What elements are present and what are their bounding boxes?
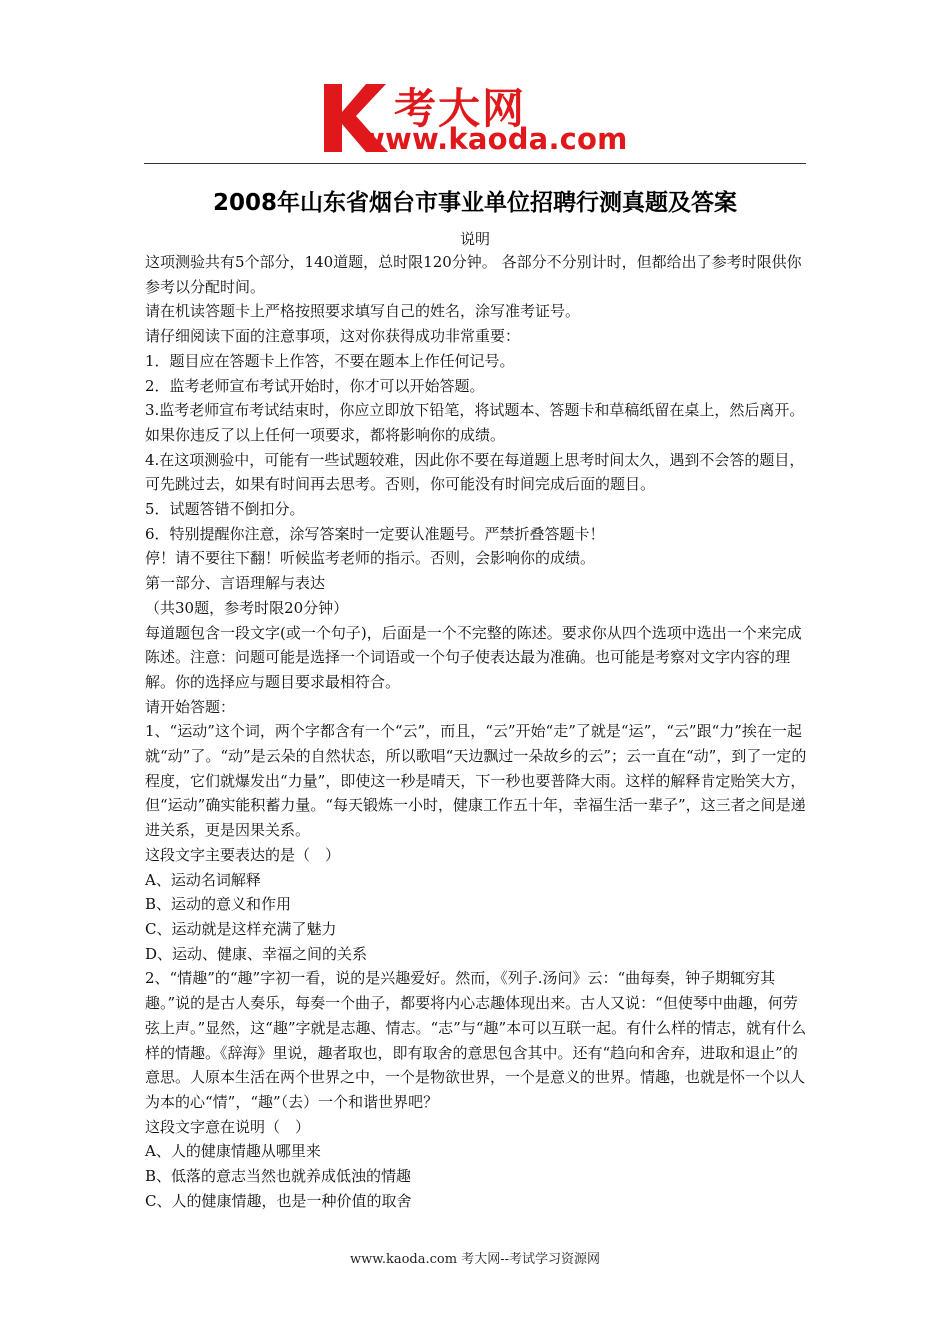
- question-text: 2、“情趣”的“趣”字初一看，说的是兴趣爱好。然而，《列子.汤问》云：“曲每奏，钟子期辄穷其趣。”说的是古人奏乐，每奏一个曲子，都要将内心志趣体现出来。古人又说：“但使琴中曲趣，何劳弦上声。”显然，这“趣”字就是志趣、情志。“志”与“趣”本可以互联一起。有什么样的情志，就有什么样的情趣。《辞海》里说，趣者取也，即有取舍的意思包含其中。还有“趋向和舍弃，进取和退止”的意思。人原本生活在两个世界之中，一个是物欲世界，一个是意义的世界。情趣，也就是怀一个以人为本的心“情”，“趣”（去）一个和谐世界吧？: [145, 969, 807, 1111]
- paragraph: 3.监考老师宣布考试结束时，你应立即放下铅笔，将试题本、答题卡和草稿纸留在桌上，然后离开。如果你违反了以上任何一项要求，都将影响你的成绩。: [145, 401, 805, 444]
- answer-option: A、运动名词解释: [145, 870, 261, 889]
- answer-option: C、运动就是这样充满了魅力: [145, 919, 337, 938]
- question-text: 1、“运动”这个词，两个字都含有一个“云”，而且，“云”开始“走”了就是“运”，“云”跟“力”挨在一起就“动”了。“动”是云朵的自然状态，所以歌唱“天边飘过一朵故乡的云”；云一直在“动”，到了一定的程度，它们就爆发出“力量”，即使这一秒是晴天，下一秒也要普降大雨。这样的解释肯定贻笑大方，但“运动”确实能积蓄力量。“每天锻炼一小时，健康工作五十年，幸福生活一辈子”，这三者之间是递进关系，更是因果关系。: [145, 722, 807, 840]
- document-body: [145, 250, 810, 1213]
- document-subtitle: 说明: [459, 230, 490, 248]
- paragraph: 停！请不要往下翻！听候监考老师的指示。否则，会影响你的成绩。: [145, 549, 596, 568]
- section-heading: 第一部分、言语理解与表达: [145, 574, 326, 593]
- paragraph: 2．监考老师宣布考试开始时，你才可以开始答题。: [145, 376, 485, 395]
- paragraph: （共30题，参考时限20分钟）: [145, 598, 349, 617]
- answer-option: B、运动的意义和作用: [145, 895, 292, 914]
- logo-name-cn: 考大网: [394, 84, 527, 133]
- question-prompt: 这段文字主要表达的是（ ）: [145, 845, 341, 864]
- answer-option: B、低落的意志当然也就养成低浊的情趣: [145, 1167, 412, 1186]
- logo-url: www.kaoda.com: [358, 122, 628, 156]
- paragraph: 请在机读答题卡上严格按照要求填写自己的姓名，涂写准考证号。: [145, 302, 581, 321]
- paragraph: 6．特别提醒你注意，涂写答案时一定要认准题号。严禁折叠答题卡！: [145, 524, 605, 543]
- paragraph: 5．试题答错不倒扣分。: [145, 500, 305, 519]
- answer-option: D、运动、健康、幸福之间的关系: [145, 944, 368, 963]
- answer-option: A、人的健康情趣从哪里来: [145, 1142, 321, 1161]
- page-footer: www.kaoda.com 考大网--考试学习资源网: [350, 1252, 600, 1267]
- paragraph: 这项测验共有5个部分，140道题，总时限120分钟。 各部分不分别计时，但都给出了参考时限供你参考以分配时间。: [145, 253, 802, 296]
- question-prompt: 这段文字意在说明（ ）: [145, 1117, 311, 1136]
- paragraph: 请开始答题：: [145, 697, 236, 716]
- paragraph: 每道题包含一段文字(或一个句子)，后面是一个不完整的陈述。要求你从四个选项中选出一个来完成陈述。注意：问题可能是选择一个词语或一个句子使表达最为准确。也可能是考察对文字内容的理解。你的选择应与题目要求最相符合。: [145, 623, 802, 691]
- answer-option: C、人的健康情趣，也是一种价值的取舍: [145, 1191, 412, 1210]
- document-title: 2008年山东省烟台市事业单位招聘行测真题及答案: [212, 190, 737, 216]
- paragraph: 请仔细阅读下面的注意事项，这对你获得成功非常重要：: [145, 327, 521, 346]
- header-divider: [144, 163, 806, 164]
- site-logo: [318, 82, 638, 156]
- paragraph: 1．题目应在答题卡上作答，不要在题本上作任何记号。: [145, 351, 515, 370]
- paragraph: 4.在这项测验中，可能有一些试题较难，因此你不要在每道题上思考时间太久，遇到不会答的题目，可先跳过去，如果有时间再去思考。否则，你可能没有时间完成后面的题目。: [145, 450, 805, 494]
